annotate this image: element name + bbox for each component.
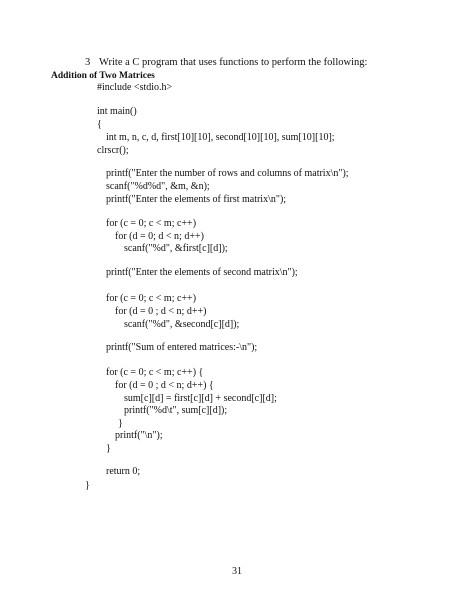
section-title: Addition of Two Matrices xyxy=(51,71,155,81)
code-line: scanf("%d%d", &m, &n); xyxy=(106,181,210,192)
code-line: clrscr(); xyxy=(97,145,129,156)
code-line: { xyxy=(97,119,102,130)
code-line: printf("Enter the number of rows and columns of matrix\n"); xyxy=(106,168,349,179)
code-line: } xyxy=(85,480,90,491)
code-line: printf("Sum of entered matrices:-\n"); xyxy=(106,342,258,353)
code-line: printf("Enter the elements of first matrix\n"); xyxy=(106,194,287,205)
question-heading xyxy=(85,56,367,70)
code-line: for (c = 0; c < m; c++) xyxy=(106,293,197,304)
code-line: scanf("%d", &first[c][d]); xyxy=(124,243,228,254)
code-line: } xyxy=(118,418,123,429)
code-line: printf("%d\t", sum[c][d]); xyxy=(124,405,228,416)
code-line: for (d = 0; d < n; d++) xyxy=(115,231,204,242)
question-number: 3 xyxy=(85,57,91,68)
code-line: for (c = 0; c < m; c++) { xyxy=(106,367,204,378)
code-line: int main() xyxy=(97,106,137,117)
code-line: for (d = 0 ; d < n; d++) { xyxy=(115,380,214,391)
code-line: sum[c][d] = first[c][d] + second[c][d]; xyxy=(124,393,277,404)
code-line: printf("Enter the elements of second matrix\n"); xyxy=(106,267,298,278)
question-text: Write a C program that uses functions to perform the following: xyxy=(99,57,368,68)
code-line: printf("\n"); xyxy=(115,430,163,441)
code-line: #include <stdio.h> xyxy=(97,82,173,93)
page-number xyxy=(0,566,474,577)
code-line: return 0; xyxy=(106,466,141,477)
code-line: int m, n, c, d, first[10][10], second[10][10], sum[10][10]; xyxy=(106,132,335,143)
code-line: scanf("%d", &second[c][d]); xyxy=(124,319,240,330)
page-number-text: 31 xyxy=(232,566,242,577)
code-line: for (c = 0; c < m; c++) xyxy=(106,218,197,229)
code-line: for (d = 0 ; d < n; d++) xyxy=(115,306,207,317)
code-line: } xyxy=(106,443,111,454)
